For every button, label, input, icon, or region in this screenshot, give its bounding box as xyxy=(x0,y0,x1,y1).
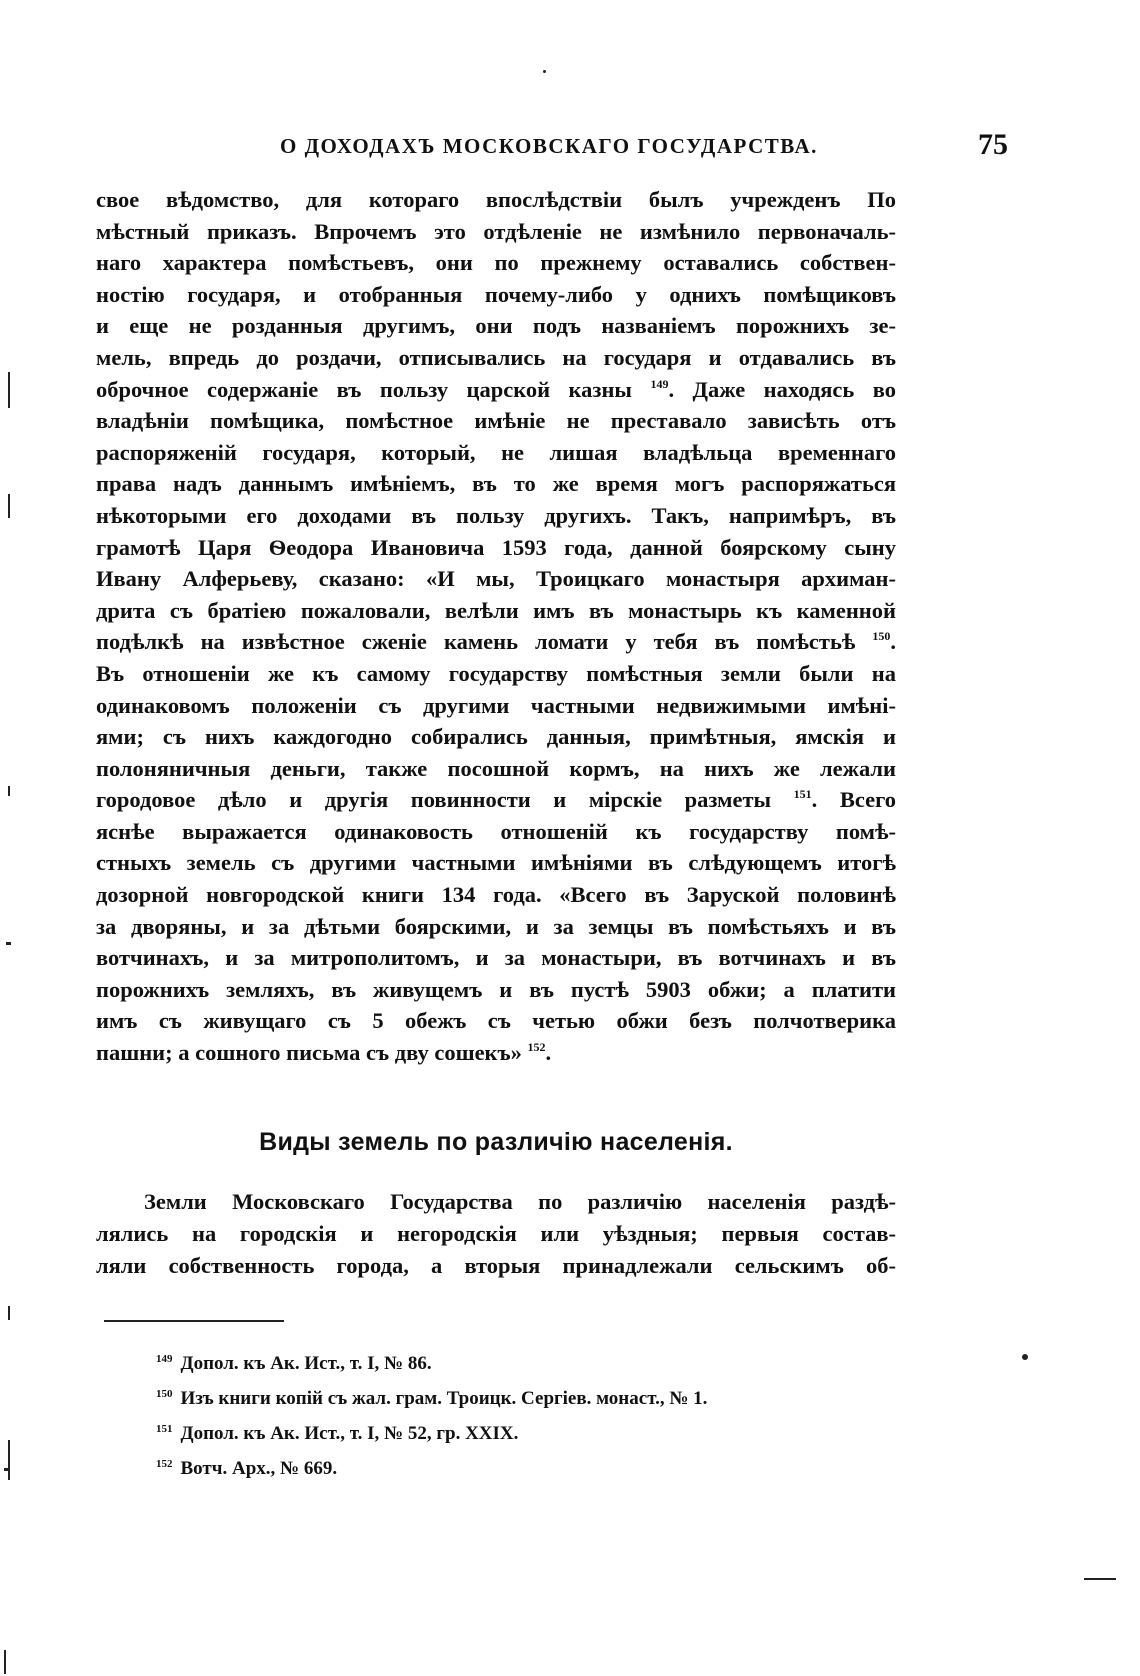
text-line: стныхъ земель съ другими частными имѣніями въ слѣдующемъ итогѣ xyxy=(96,850,896,876)
text-line: яснѣе выражается одинаковость отношеній къ государству помѣ- xyxy=(96,818,896,844)
text-line: ностію государя, и отобранныя почему-либо у однихъ помѣщиковъ xyxy=(96,281,896,307)
footnote-divider xyxy=(104,1320,284,1322)
scan-artifact xyxy=(543,70,546,73)
text-line: мель, впредь до роздачи, отписывались на государя и отдавались въ xyxy=(96,344,896,370)
text-line: Ивану Алферьеву, сказано: «И мы, Троицкаго монастыря архиман- xyxy=(96,566,896,592)
text-line: Въ отношеніи же къ самому государству помѣстныя земли были на xyxy=(96,660,896,686)
footnote xyxy=(156,1449,876,1484)
text-line: грамотѣ Царя Ѳеодора Ивановича 1593 года, данной боярскому сыну xyxy=(96,534,896,560)
text-line: дозорной новгородской книги 134 года. «Всего въ Заруской половинѣ xyxy=(96,882,896,908)
text-line: распоряженій государя, который, не лишая владѣльца временнаго xyxy=(96,439,896,465)
scan-artifact xyxy=(8,494,10,518)
footnote-number: 152 xyxy=(156,1458,173,1470)
footnote xyxy=(156,1344,876,1379)
footnote-text: Изъ книги копій съ жал. грам. Троицк. Сергіев. монаст., № 1. xyxy=(180,1388,708,1409)
text-line: права надъ даннымъ имѣніемъ, въ то же время могъ распоряжаться xyxy=(96,471,896,497)
scan-artifact xyxy=(1084,1578,1116,1580)
text-line: Земли Московскаго Государства по различію населенія раздѣ- xyxy=(144,1189,896,1214)
text-line: лялись на городскія и негородскія или уѣздныя; первыя состав- xyxy=(96,1221,896,1246)
text-segment: . Всего xyxy=(811,787,896,813)
text-segment: . Даже находясь во xyxy=(668,376,896,402)
footnote-ref: 151 xyxy=(793,787,812,802)
text-line: полоняничныя деньги, также посошной кормъ, на нихъ же лежали xyxy=(96,755,896,781)
text-segment: . xyxy=(545,1040,552,1066)
section-heading: Виды земель по различію населенія. xyxy=(259,1128,733,1156)
text-line: вотчинахъ, и за митрополитомъ, и за монастыри, въ вотчинахъ и въ xyxy=(96,945,896,971)
text-segment: оброчное содержаніе въ пользу царской казны xyxy=(96,376,632,402)
text-line: дрита съ братіею пожаловали, велѣли имъ въ монастырь къ каменной xyxy=(96,597,896,623)
footnotes xyxy=(156,1344,876,1484)
scan-artifact xyxy=(8,1440,10,1480)
text-segment: городовое дѣло и другія повинности и мірскіе разметы xyxy=(96,787,772,813)
footnote-ref: 149 xyxy=(650,376,669,391)
footnote-number: 149 xyxy=(156,1353,173,1365)
text-line: ями; съ нихъ каждогодно собирались данныя, примѣтныя, ямскія и xyxy=(96,724,896,750)
page-number: 75 xyxy=(978,128,1008,161)
body-text xyxy=(96,184,896,1069)
text-line: свое вѣдомство, для котораго впослѣдствіи былъ учрежденъ По xyxy=(96,187,896,212)
footnote-number: 151 xyxy=(156,1423,173,1435)
scan-artifact xyxy=(4,1650,6,1674)
text-line xyxy=(96,626,896,658)
scan-artifact xyxy=(1022,1354,1028,1360)
running-title: О ДОХОДАХЪ МОСКОВСКАГО ГОСУДАРСТВА. xyxy=(280,134,818,158)
text-line: за дворяны, и за дѣтьми боярскими, и за земцы въ помѣстьяхъ и въ xyxy=(96,913,896,939)
footnote-ref: 150 xyxy=(872,629,891,644)
text-line: наго характера помѣстьевъ, они по прежнему оставались собствен- xyxy=(96,250,896,276)
text-segment: подѣлкѣ на извѣстное сженіе камень ломати у тебя въ помѣстьѣ xyxy=(96,629,856,655)
footnote-text: Вотч. Арх., № 669. xyxy=(180,1458,338,1479)
footnote-ref: 152 xyxy=(527,1040,546,1055)
scan-artifact xyxy=(8,786,10,796)
text-line: одинаковомъ положеніи съ другими частными недвижимыми имѣні- xyxy=(96,692,896,718)
text-line xyxy=(96,784,896,816)
text-line: имъ съ живущаго съ 5 обежъ съ четью обжи безъ полчотверика xyxy=(96,1008,896,1034)
scan-artifact xyxy=(6,942,11,945)
text-line: порожнихъ земляхъ, въ живущемъ и въ пустѣ 5903 обжи; а платити xyxy=(96,976,896,1002)
text-line: ляли собственность города, а вторыя принадлежали сельскимъ об- xyxy=(96,1253,896,1278)
text-line: владѣніи помѣщика, помѣстное имѣніе не преставало зависѣть отъ xyxy=(96,408,896,434)
scan-artifact xyxy=(8,372,10,408)
footnote-number: 150 xyxy=(156,1388,173,1400)
scan-artifact xyxy=(8,1306,10,1320)
text-line xyxy=(96,374,896,406)
text-line xyxy=(96,1037,896,1069)
running-head xyxy=(120,128,1020,168)
footnote-text: Допол. къ Ак. Ист., т. I, № 52, гр. XXIX. xyxy=(180,1423,519,1444)
text-line: нѣкоторыми его доходами въ пользу другихъ. Такъ, напримѣръ, въ xyxy=(96,502,896,528)
scan-artifact xyxy=(4,1468,10,1471)
footnote xyxy=(156,1414,876,1449)
text-line: и еще не розданныя другимъ, они подъ названіемъ порожнихъ зе- xyxy=(96,313,896,339)
footnote-text: Допол. къ Ак. Ист., т. I, № 86. xyxy=(180,1353,432,1374)
section-text xyxy=(96,1186,896,1282)
footnote xyxy=(156,1379,876,1414)
text-line: мѣстный приказъ. Впрочемъ это отдѣленіе не измѣнило первоначаль- xyxy=(96,218,896,244)
text-segment: пашни; а сошного письма съ дву сошекъ» xyxy=(96,1040,522,1066)
text-segment: . xyxy=(890,629,896,655)
